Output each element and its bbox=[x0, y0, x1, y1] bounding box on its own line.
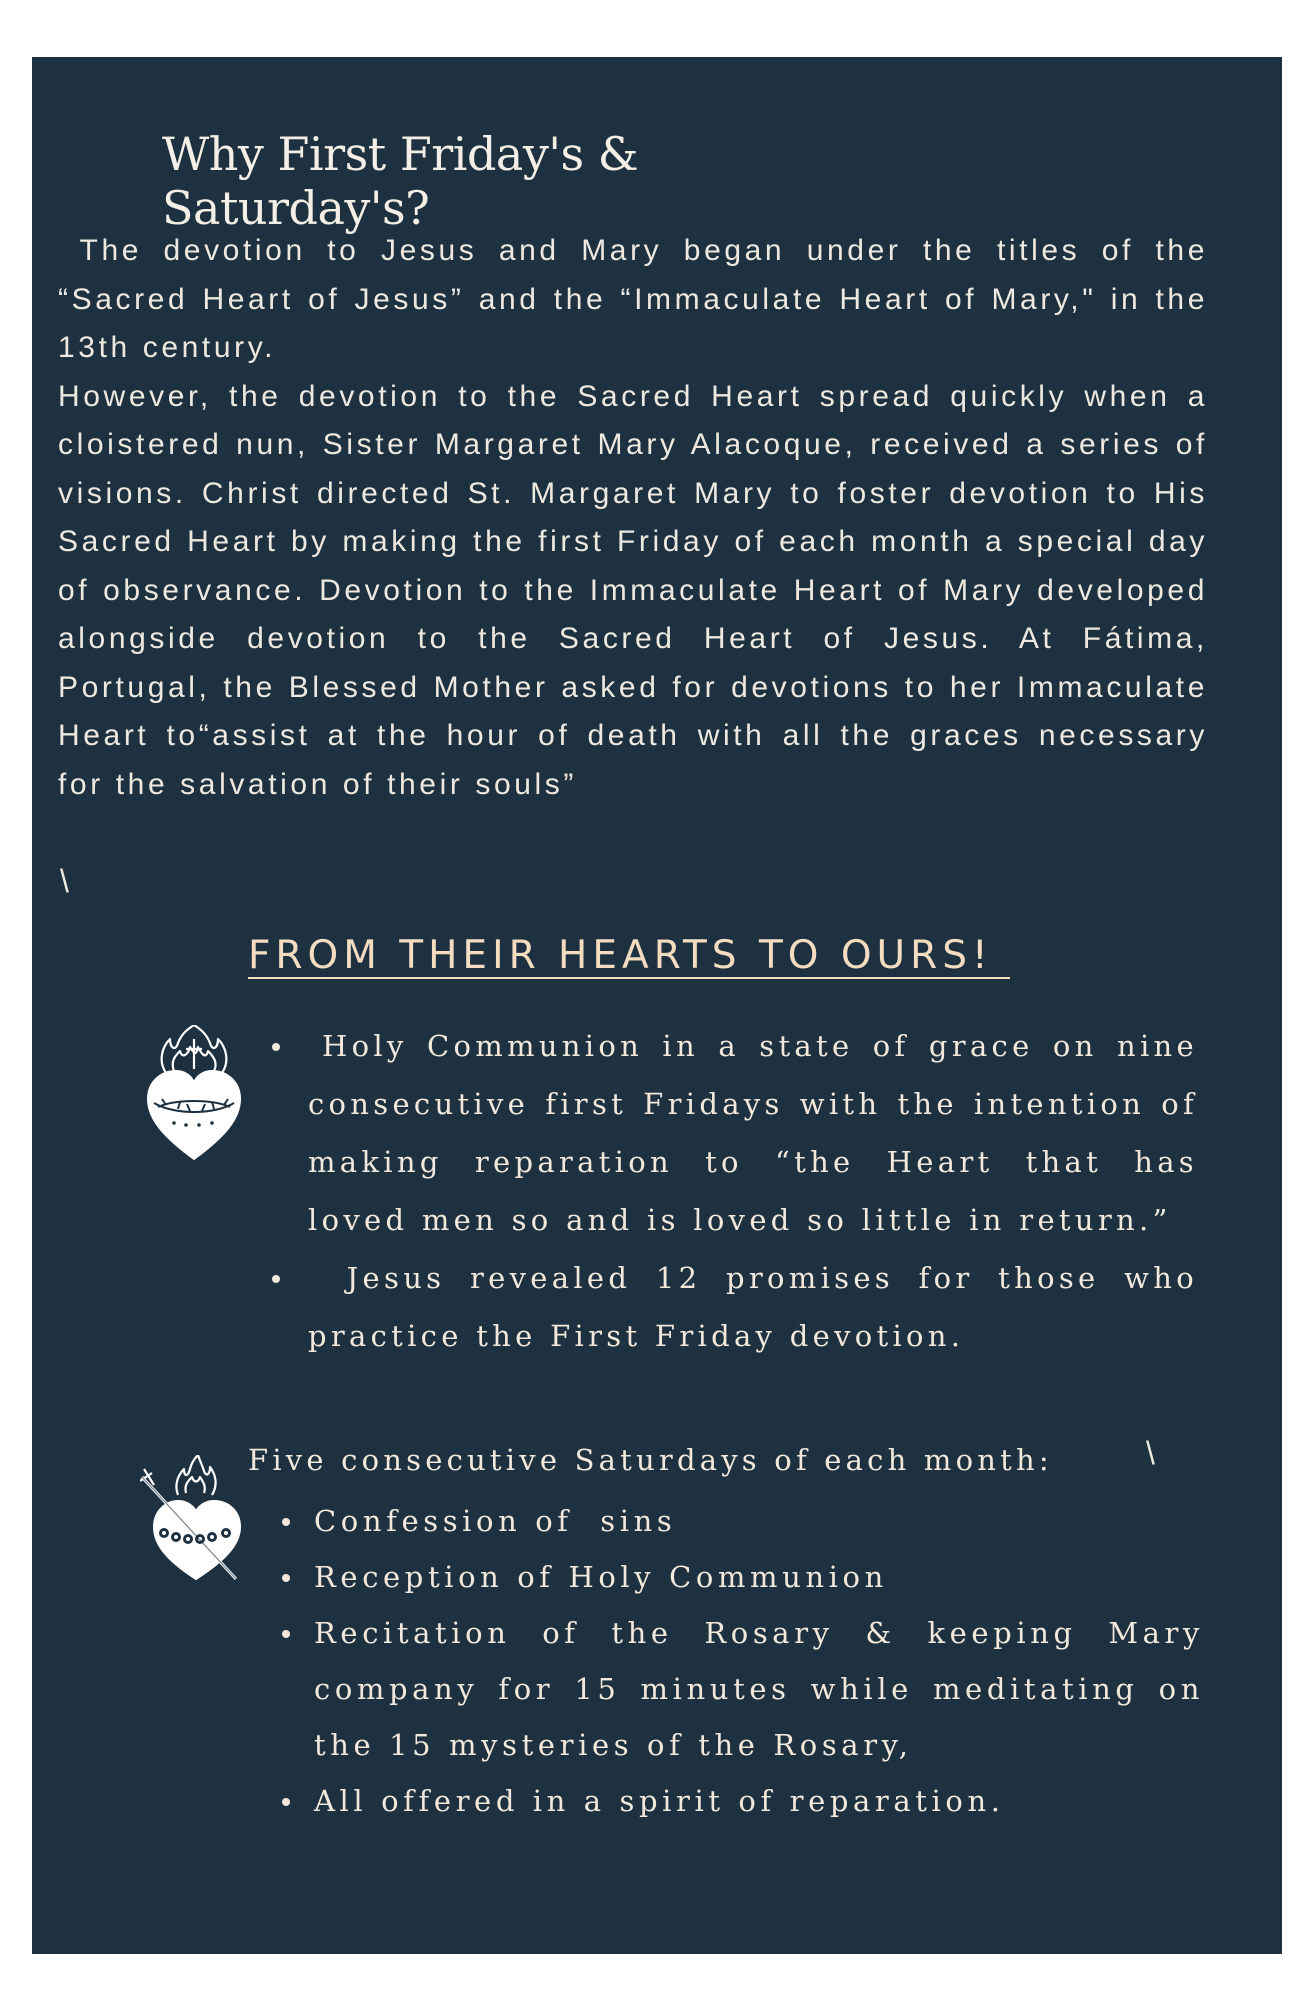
list-item bbox=[308, 1017, 1198, 1249]
saturday-item-3: Recitation of the Rosary & keeping Mary company for 15 minutes while meditating on the 15 mysteries of the Rosary, bbox=[314, 1605, 1204, 1773]
page-title: Why First Friday's & Saturday's? bbox=[162, 127, 639, 235]
intro-paragraph-2: However, the devotion to the Sacred Heart spread quickly when a cloistered nun, Sister Margaret Mary Alacoque, received a series of visions. Christ directed St. Margaret Mary to foster devotion to His Sacred Heart by making the first Friday of each month a special day of observance. Devotion to the Immaculate Heart of Mary developed alongside devotion to the Sacred Heart of Jesus. At Fátima, Portugal, the Blessed Mother asked for devotions to her Immaculate Heart to“assist at the hour of death with all the graces necessary for the salvation of their souls” bbox=[58, 379, 1208, 801]
first-friday-list bbox=[308, 1017, 1212, 1365]
first-friday-item-2: Jesus revealed 12 promises for those who practice the First Friday devotion. bbox=[308, 1261, 1212, 1353]
intro-text bbox=[58, 227, 1220, 809]
saturday-item-2: Reception of Holy Communion bbox=[314, 1549, 1204, 1605]
intro-paragraph-1: The devotion to Jesus and Mary began under the titles of the “Sacred Heart of Jesus” and the “Immaculate Heart of Mary," in the 13th century. bbox=[58, 234, 1220, 364]
sacred-heart-icon bbox=[144, 1025, 244, 1163]
stray-backslash: \ bbox=[60, 863, 69, 899]
immaculate-heart-icon bbox=[140, 1455, 244, 1583]
first-friday-item-1: Holy Communion in a state of grace on nine consecutive first Fridays with the intention of making reparation to “the Heart that has loved men so and is loved so little in return.” bbox=[308, 1029, 1198, 1237]
flyer-panel bbox=[32, 57, 1282, 1954]
saturday-item-4: All offered in a spirit of reparation. bbox=[314, 1773, 1204, 1829]
first-saturday-list bbox=[314, 1493, 1204, 1829]
stray-backslash: \ bbox=[1146, 1435, 1155, 1471]
section-heading: FROM THEIR HEARTS TO OURS! bbox=[248, 933, 1010, 978]
saturday-item-1: Confession of sins bbox=[314, 1493, 1204, 1549]
saturday-intro: Five consecutive Saturdays of each month: bbox=[248, 1443, 1053, 1477]
list-item bbox=[308, 1249, 1212, 1365]
